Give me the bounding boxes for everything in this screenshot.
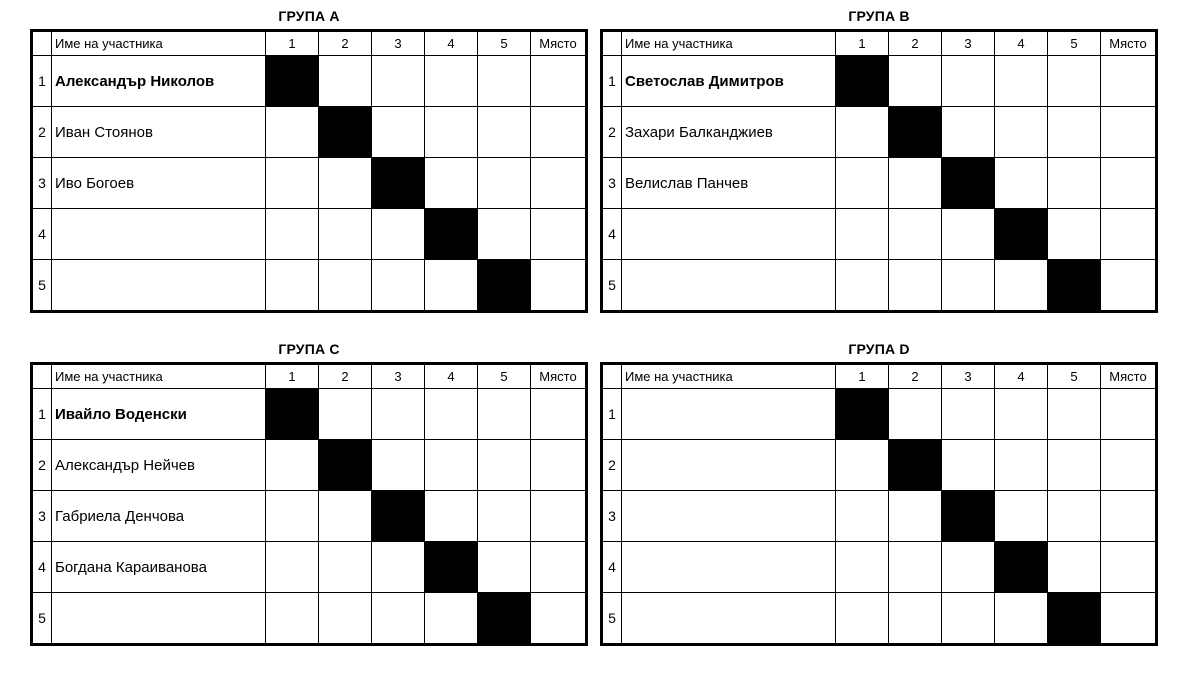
header-index-cell [602, 31, 622, 56]
place-cell[interactable] [1101, 542, 1157, 593]
row-number: 3 [32, 158, 52, 209]
participant-row [32, 209, 587, 260]
result-cell[interactable] [1048, 542, 1101, 593]
participant-row [32, 593, 587, 645]
row-number: 5 [602, 260, 622, 312]
header-round-1: 1 [836, 31, 889, 56]
header-row [602, 31, 1157, 56]
result-cell[interactable] [889, 542, 942, 593]
result-cell[interactable] [425, 158, 478, 209]
participant-name[interactable] [52, 209, 266, 260]
header-place: Място [531, 31, 587, 56]
row-number: 1 [32, 56, 52, 107]
participant-name[interactable] [622, 209, 836, 260]
header-round-4: 4 [995, 31, 1048, 56]
row-number: 4 [602, 209, 622, 260]
result-cell[interactable] [995, 491, 1048, 542]
result-cell[interactable] [478, 389, 531, 440]
group-title: ГРУПА А [278, 8, 340, 24]
self-match-cell [1048, 593, 1101, 645]
result-cell[interactable] [942, 107, 995, 158]
result-cell[interactable] [889, 209, 942, 260]
header-round-2: 2 [889, 31, 942, 56]
header-row [32, 364, 587, 389]
row-number: 2 [32, 440, 52, 491]
result-cell[interactable] [942, 260, 995, 312]
row-number: 2 [602, 440, 622, 491]
result-cell[interactable] [1048, 56, 1101, 107]
result-cell[interactable] [942, 209, 995, 260]
result-cell[interactable] [1048, 389, 1101, 440]
row-number: 5 [32, 593, 52, 645]
result-cell[interactable] [425, 440, 478, 491]
place-cell[interactable] [531, 107, 587, 158]
row-number: 1 [602, 389, 622, 440]
group-title: ГРУПА С [278, 341, 340, 357]
participant-name[interactable]: Габриела Денчова [52, 491, 266, 542]
self-match-cell [942, 491, 995, 542]
self-match-cell [889, 107, 942, 158]
result-cell[interactable] [372, 107, 425, 158]
self-match-cell [995, 209, 1048, 260]
header-row [602, 364, 1157, 389]
result-cell[interactable] [266, 542, 319, 593]
self-match-cell [319, 440, 372, 491]
participant-row [602, 542, 1157, 593]
place-cell[interactable] [1101, 440, 1157, 491]
header-round-1: 1 [836, 364, 889, 389]
result-cell[interactable] [942, 389, 995, 440]
result-cell[interactable] [942, 440, 995, 491]
self-match-cell [372, 158, 425, 209]
result-cell[interactable] [372, 440, 425, 491]
participant-row [32, 56, 587, 107]
result-cell[interactable] [319, 260, 372, 312]
participant-row [602, 491, 1157, 542]
result-cell[interactable] [319, 491, 372, 542]
participant-row [602, 107, 1157, 158]
result-cell[interactable] [995, 107, 1048, 158]
result-cell[interactable] [372, 542, 425, 593]
result-cell[interactable] [372, 389, 425, 440]
group-table [30, 29, 588, 313]
header-round-2: 2 [889, 364, 942, 389]
participant-name[interactable]: Захари Балканджиев [622, 107, 836, 158]
result-cell[interactable] [478, 158, 531, 209]
place-cell[interactable] [1101, 158, 1157, 209]
result-cell[interactable] [995, 389, 1048, 440]
participant-name[interactable]: Ивайло Воденски [52, 389, 266, 440]
result-cell[interactable] [995, 440, 1048, 491]
participant-row [32, 158, 587, 209]
participant-name[interactable] [52, 593, 266, 645]
participant-name[interactable]: Александър Николов [52, 56, 266, 107]
place-cell[interactable] [531, 491, 587, 542]
result-cell[interactable] [1048, 209, 1101, 260]
participant-name[interactable] [622, 389, 836, 440]
result-cell[interactable] [425, 260, 478, 312]
header-place: Място [531, 364, 587, 389]
row-number: 3 [32, 491, 52, 542]
result-cell[interactable] [836, 542, 889, 593]
result-cell[interactable] [372, 209, 425, 260]
place-cell[interactable] [531, 158, 587, 209]
row-number: 4 [602, 542, 622, 593]
self-match-cell [995, 542, 1048, 593]
result-cell[interactable] [478, 491, 531, 542]
participant-row [602, 593, 1157, 645]
participant-name[interactable] [622, 491, 836, 542]
row-number: 1 [32, 389, 52, 440]
result-cell[interactable] [889, 158, 942, 209]
result-cell[interactable] [478, 107, 531, 158]
place-cell[interactable] [1101, 389, 1157, 440]
result-cell[interactable] [942, 542, 995, 593]
participant-row [32, 107, 587, 158]
result-cell[interactable] [266, 593, 319, 645]
row-number: 2 [602, 107, 622, 158]
self-match-cell [1048, 260, 1101, 312]
result-cell[interactable] [372, 593, 425, 645]
result-cell[interactable] [425, 491, 478, 542]
result-cell[interactable] [372, 260, 425, 312]
header-round-4: 4 [995, 364, 1048, 389]
header-index-cell [32, 364, 52, 389]
header-round-1: 1 [266, 364, 319, 389]
place-cell[interactable] [1101, 56, 1157, 107]
self-match-cell [942, 158, 995, 209]
participant-row [32, 440, 587, 491]
result-cell[interactable] [319, 593, 372, 645]
result-cell[interactable] [425, 56, 478, 107]
result-cell[interactable] [889, 389, 942, 440]
header-round-2: 2 [319, 364, 372, 389]
participant-name[interactable]: Светослав Димитров [622, 56, 836, 107]
self-match-cell [478, 260, 531, 312]
participant-row [602, 389, 1157, 440]
header-name: Име на участника [52, 31, 266, 56]
row-number: 3 [602, 158, 622, 209]
result-cell[interactable] [372, 56, 425, 107]
place-cell[interactable] [531, 56, 587, 107]
participant-row [602, 209, 1157, 260]
self-match-cell [372, 491, 425, 542]
result-cell[interactable] [1048, 491, 1101, 542]
self-match-cell [425, 209, 478, 260]
result-cell[interactable] [478, 56, 531, 107]
result-cell[interactable] [478, 542, 531, 593]
place-cell[interactable] [1101, 491, 1157, 542]
participant-row [32, 389, 587, 440]
header-round-5: 5 [478, 31, 531, 56]
result-cell[interactable] [319, 389, 372, 440]
self-match-cell [425, 542, 478, 593]
participant-row [32, 542, 587, 593]
result-cell[interactable] [836, 158, 889, 209]
place-cell[interactable] [531, 593, 587, 645]
participant-row [32, 491, 587, 542]
self-match-cell [266, 56, 319, 107]
result-cell[interactable] [1048, 440, 1101, 491]
participant-row [602, 56, 1157, 107]
header-round-3: 3 [372, 31, 425, 56]
header-place: Място [1101, 364, 1157, 389]
result-cell[interactable] [478, 440, 531, 491]
result-cell[interactable] [995, 158, 1048, 209]
self-match-cell [889, 440, 942, 491]
place-cell[interactable] [531, 389, 587, 440]
result-cell[interactable] [319, 56, 372, 107]
result-cell[interactable] [836, 491, 889, 542]
result-cell[interactable] [942, 593, 995, 645]
participant-row [602, 158, 1157, 209]
participant-name[interactable]: Александър Нейчев [52, 440, 266, 491]
header-row [32, 31, 587, 56]
result-cell[interactable] [836, 440, 889, 491]
header-index-cell [602, 364, 622, 389]
row-number: 4 [32, 209, 52, 260]
header-round-1: 1 [266, 31, 319, 56]
header-round-3: 3 [942, 31, 995, 56]
header-round-5: 5 [1048, 31, 1101, 56]
header-place: Място [1101, 31, 1157, 56]
participant-row [32, 260, 587, 312]
participant-name[interactable]: Иво Богоев [52, 158, 266, 209]
group-title: ГРУПА D [848, 341, 910, 357]
result-cell[interactable] [425, 593, 478, 645]
row-number: 4 [32, 542, 52, 593]
result-cell[interactable] [266, 440, 319, 491]
result-cell[interactable] [266, 158, 319, 209]
row-number: 2 [32, 107, 52, 158]
self-match-cell [319, 107, 372, 158]
group-table [30, 362, 588, 646]
header-round-2: 2 [319, 31, 372, 56]
result-cell[interactable] [319, 158, 372, 209]
result-cell[interactable] [995, 593, 1048, 645]
participant-name[interactable] [622, 260, 836, 312]
place-cell[interactable] [531, 260, 587, 312]
self-match-cell [478, 593, 531, 645]
header-index-cell [32, 31, 52, 56]
result-cell[interactable] [889, 491, 942, 542]
place-cell[interactable] [531, 440, 587, 491]
result-cell[interactable] [478, 209, 531, 260]
place-cell[interactable] [1101, 260, 1157, 312]
group-table [600, 29, 1158, 313]
result-cell[interactable] [942, 56, 995, 107]
self-match-cell [266, 389, 319, 440]
place-cell[interactable] [1101, 107, 1157, 158]
header-round-4: 4 [425, 31, 478, 56]
header-round-3: 3 [372, 364, 425, 389]
result-cell[interactable] [836, 260, 889, 312]
row-number: 1 [602, 56, 622, 107]
self-match-cell [836, 389, 889, 440]
place-cell[interactable] [531, 209, 587, 260]
result-cell[interactable] [995, 56, 1048, 107]
result-cell[interactable] [836, 593, 889, 645]
result-cell[interactable] [836, 107, 889, 158]
result-cell[interactable] [266, 107, 319, 158]
result-cell[interactable] [1048, 107, 1101, 158]
participant-row [602, 260, 1157, 312]
header-name: Име на участника [622, 364, 836, 389]
participant-row [602, 440, 1157, 491]
result-cell[interactable] [266, 260, 319, 312]
result-cell[interactable] [1048, 158, 1101, 209]
participant-name[interactable]: Велислав Панчев [622, 158, 836, 209]
self-match-cell [836, 56, 889, 107]
header-round-4: 4 [425, 364, 478, 389]
header-name: Име на участника [52, 364, 266, 389]
participant-name[interactable] [622, 593, 836, 645]
place-cell[interactable] [1101, 209, 1157, 260]
header-round-3: 3 [942, 364, 995, 389]
result-cell[interactable] [319, 542, 372, 593]
header-round-5: 5 [1048, 364, 1101, 389]
result-cell[interactable] [889, 593, 942, 645]
participant-name[interactable]: Иван Стоянов [52, 107, 266, 158]
place-cell[interactable] [1101, 593, 1157, 645]
group-table [600, 362, 1158, 646]
result-cell[interactable] [425, 389, 478, 440]
result-cell[interactable] [836, 209, 889, 260]
row-number: 5 [602, 593, 622, 645]
result-cell[interactable] [319, 209, 372, 260]
group-title: ГРУПА В [848, 8, 910, 24]
result-cell[interactable] [266, 491, 319, 542]
header-name: Име на участника [622, 31, 836, 56]
participant-name[interactable] [52, 260, 266, 312]
result-cell[interactable] [425, 107, 478, 158]
participant-name[interactable] [622, 440, 836, 491]
place-cell[interactable] [531, 542, 587, 593]
result-cell[interactable] [995, 260, 1048, 312]
participant-name[interactable]: Богдана Караиванова [52, 542, 266, 593]
row-number: 5 [32, 260, 52, 312]
row-number: 3 [602, 491, 622, 542]
header-round-5: 5 [478, 364, 531, 389]
result-cell[interactable] [889, 56, 942, 107]
participant-name[interactable] [622, 542, 836, 593]
result-cell[interactable] [889, 260, 942, 312]
result-cell[interactable] [266, 209, 319, 260]
